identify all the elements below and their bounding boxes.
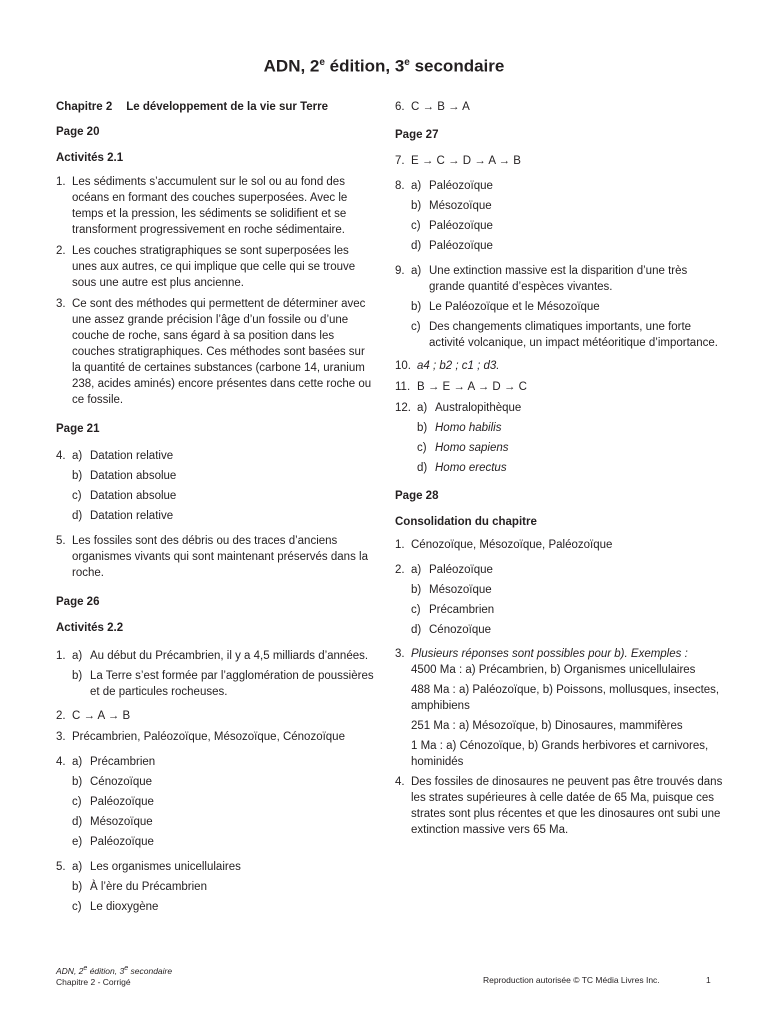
chapter-heading: Chapitre 2 Le développement de la vie sur Terre xyxy=(56,101,328,113)
answer-2-2-5: 5. a) Les organismes unicellulaires b) À l’ère du Précambrien c) Le dioxygène xyxy=(56,861,241,913)
answer-2-2-1: 1. a) Au début du Précambrien, il y a 4,5 milliards d’années. b) La Terre s’est formée par l’agglomération de poussières et de particules rocheuses. xyxy=(56,650,374,698)
footer-chapter: Chapitre 2 - Corrigé xyxy=(56,976,131,987)
footer-book-title: ADN, 2e édition, 3e secondaire xyxy=(56,964,173,976)
answer-2-2-2: 2. C → A → B xyxy=(56,710,131,722)
page-20-heading: Page 20 xyxy=(56,126,100,138)
consolidation-3: 3. Plusieurs réponses sont possibles pour b). Exemples : 4500 Ma : a) Précambrien, b) Organismes unicellulaires 488 Ma : a) Paléozoïque, b) Poissons, mollusques, insectes, amphibiens 251 Ma : a) Mésozoïque, b) Dinosaures, mammifères 1 Ma : a) Cénozoïque, b) Grands herbivores et carnivores, hominidés xyxy=(395,648,720,768)
answer-3: 3. Ce sont des méthodes qui permettent de déterminer avec une assez grande précision l’âge d’un fossile ou d’une couche de roche, sans égard à sa position dans les couches stratigraphiques. Ces méthodes sont basées sur la quantité de certaines substances (carbone 14, uranium 238, acides aminés) encore présentes dans cette roche ou ce fossile. xyxy=(56,298,372,406)
answer-2: 2. Les couches stratigraphiques se sont superposées les unes aux autres, ce qui implique que celle qui se trouve sous une autre est plus ancienne. xyxy=(56,245,356,289)
answer-2-2-3: 3. Précambrien, Paléozoïque, Mésozoïque, Cénozoïque xyxy=(56,731,345,743)
right-column xyxy=(395,99,725,843)
answer-5: 5. Les fossiles sont des débris ou des traces d’anciens organismes vivants qui sont maintenant préservés dans la roche. xyxy=(56,535,368,579)
footer-left xyxy=(56,963,172,988)
answer-2-2-8: 8. a) Paléozoïque b) Mésozoïque c) Paléozoïque d) Paléozoïque xyxy=(395,180,493,252)
answer-1: 1. Les sédiments s’accumulent sur le sol ou au fond des océans en formant des couches superposées. Avec le temps et la pression, les sédiments se solidifient et se transforment progressivement en roche sédimentaire. xyxy=(56,176,348,236)
footer-rights: Reproduction autorisée © TC Média Livres Inc. xyxy=(483,975,660,985)
page-28-heading: Page 28 xyxy=(395,490,439,502)
page-title: ADN, 2e édition, 3e secondaire xyxy=(263,56,505,76)
consolidation-2: 2. a) Paléozoïque b) Mésozoïque c) Précambrien d) Cénozoïque xyxy=(395,564,495,636)
consolidation-heading: Consolidation du chapitre xyxy=(395,516,537,528)
answer-2-2-9: 9. a) Une extinction massive est la disparition d’une très grande quantité d’espèces vivantes. b) Le Paléozoïque et le Mésozoïque c) Des changements climatiques importants, une forte activité volcanique, un impact météoritique d’importance. xyxy=(395,265,718,349)
answer-2-2-4: 4. a) Précambrien b) Cénozoïque c) Paléozoïque d) Mésozoïque e) Paléozoïque xyxy=(56,756,156,848)
activities-2-2-heading: Activités 2.2 xyxy=(56,622,124,634)
answer-2-2-10: 10. a4 ; b2 ; c1 ; d3. xyxy=(395,360,500,372)
page-number: 1 xyxy=(706,975,711,985)
answer-2-2-6: 6. C → B → A xyxy=(395,101,470,113)
answer-4: 4. a) Datation relative b) Datation absolue c) Datation absolue d) Datation relative xyxy=(56,450,177,522)
page-27-heading: Page 27 xyxy=(395,129,439,141)
answer-2-2-11: 11. B → E → A → D → C xyxy=(395,381,527,393)
consolidation-4: 4. Des fossiles de dinosaures ne peuvent pas être trouvés dans les strates supérieures à celle datée de 65 Ma, puisque ces strates sont plus récentes et que les dinosaures ont subi une extinction massive vers 65 Ma. xyxy=(395,776,723,836)
page-26-heading: Page 26 xyxy=(56,596,100,608)
activities-2-1-heading: Activités 2.1 xyxy=(56,152,124,164)
left-column xyxy=(56,99,376,920)
answer-2-2-12: 12. a) Australopithèque b) Homo habilis c) Homo sapiens d) Homo erectus xyxy=(395,402,522,474)
page-21-heading: Page 21 xyxy=(56,423,100,435)
answer-2-2-7: 7. E → C → D → A → B xyxy=(395,155,521,167)
consolidation-1: 1. Cénozoïque, Mésozoïque, Paléozoïque xyxy=(395,539,613,551)
